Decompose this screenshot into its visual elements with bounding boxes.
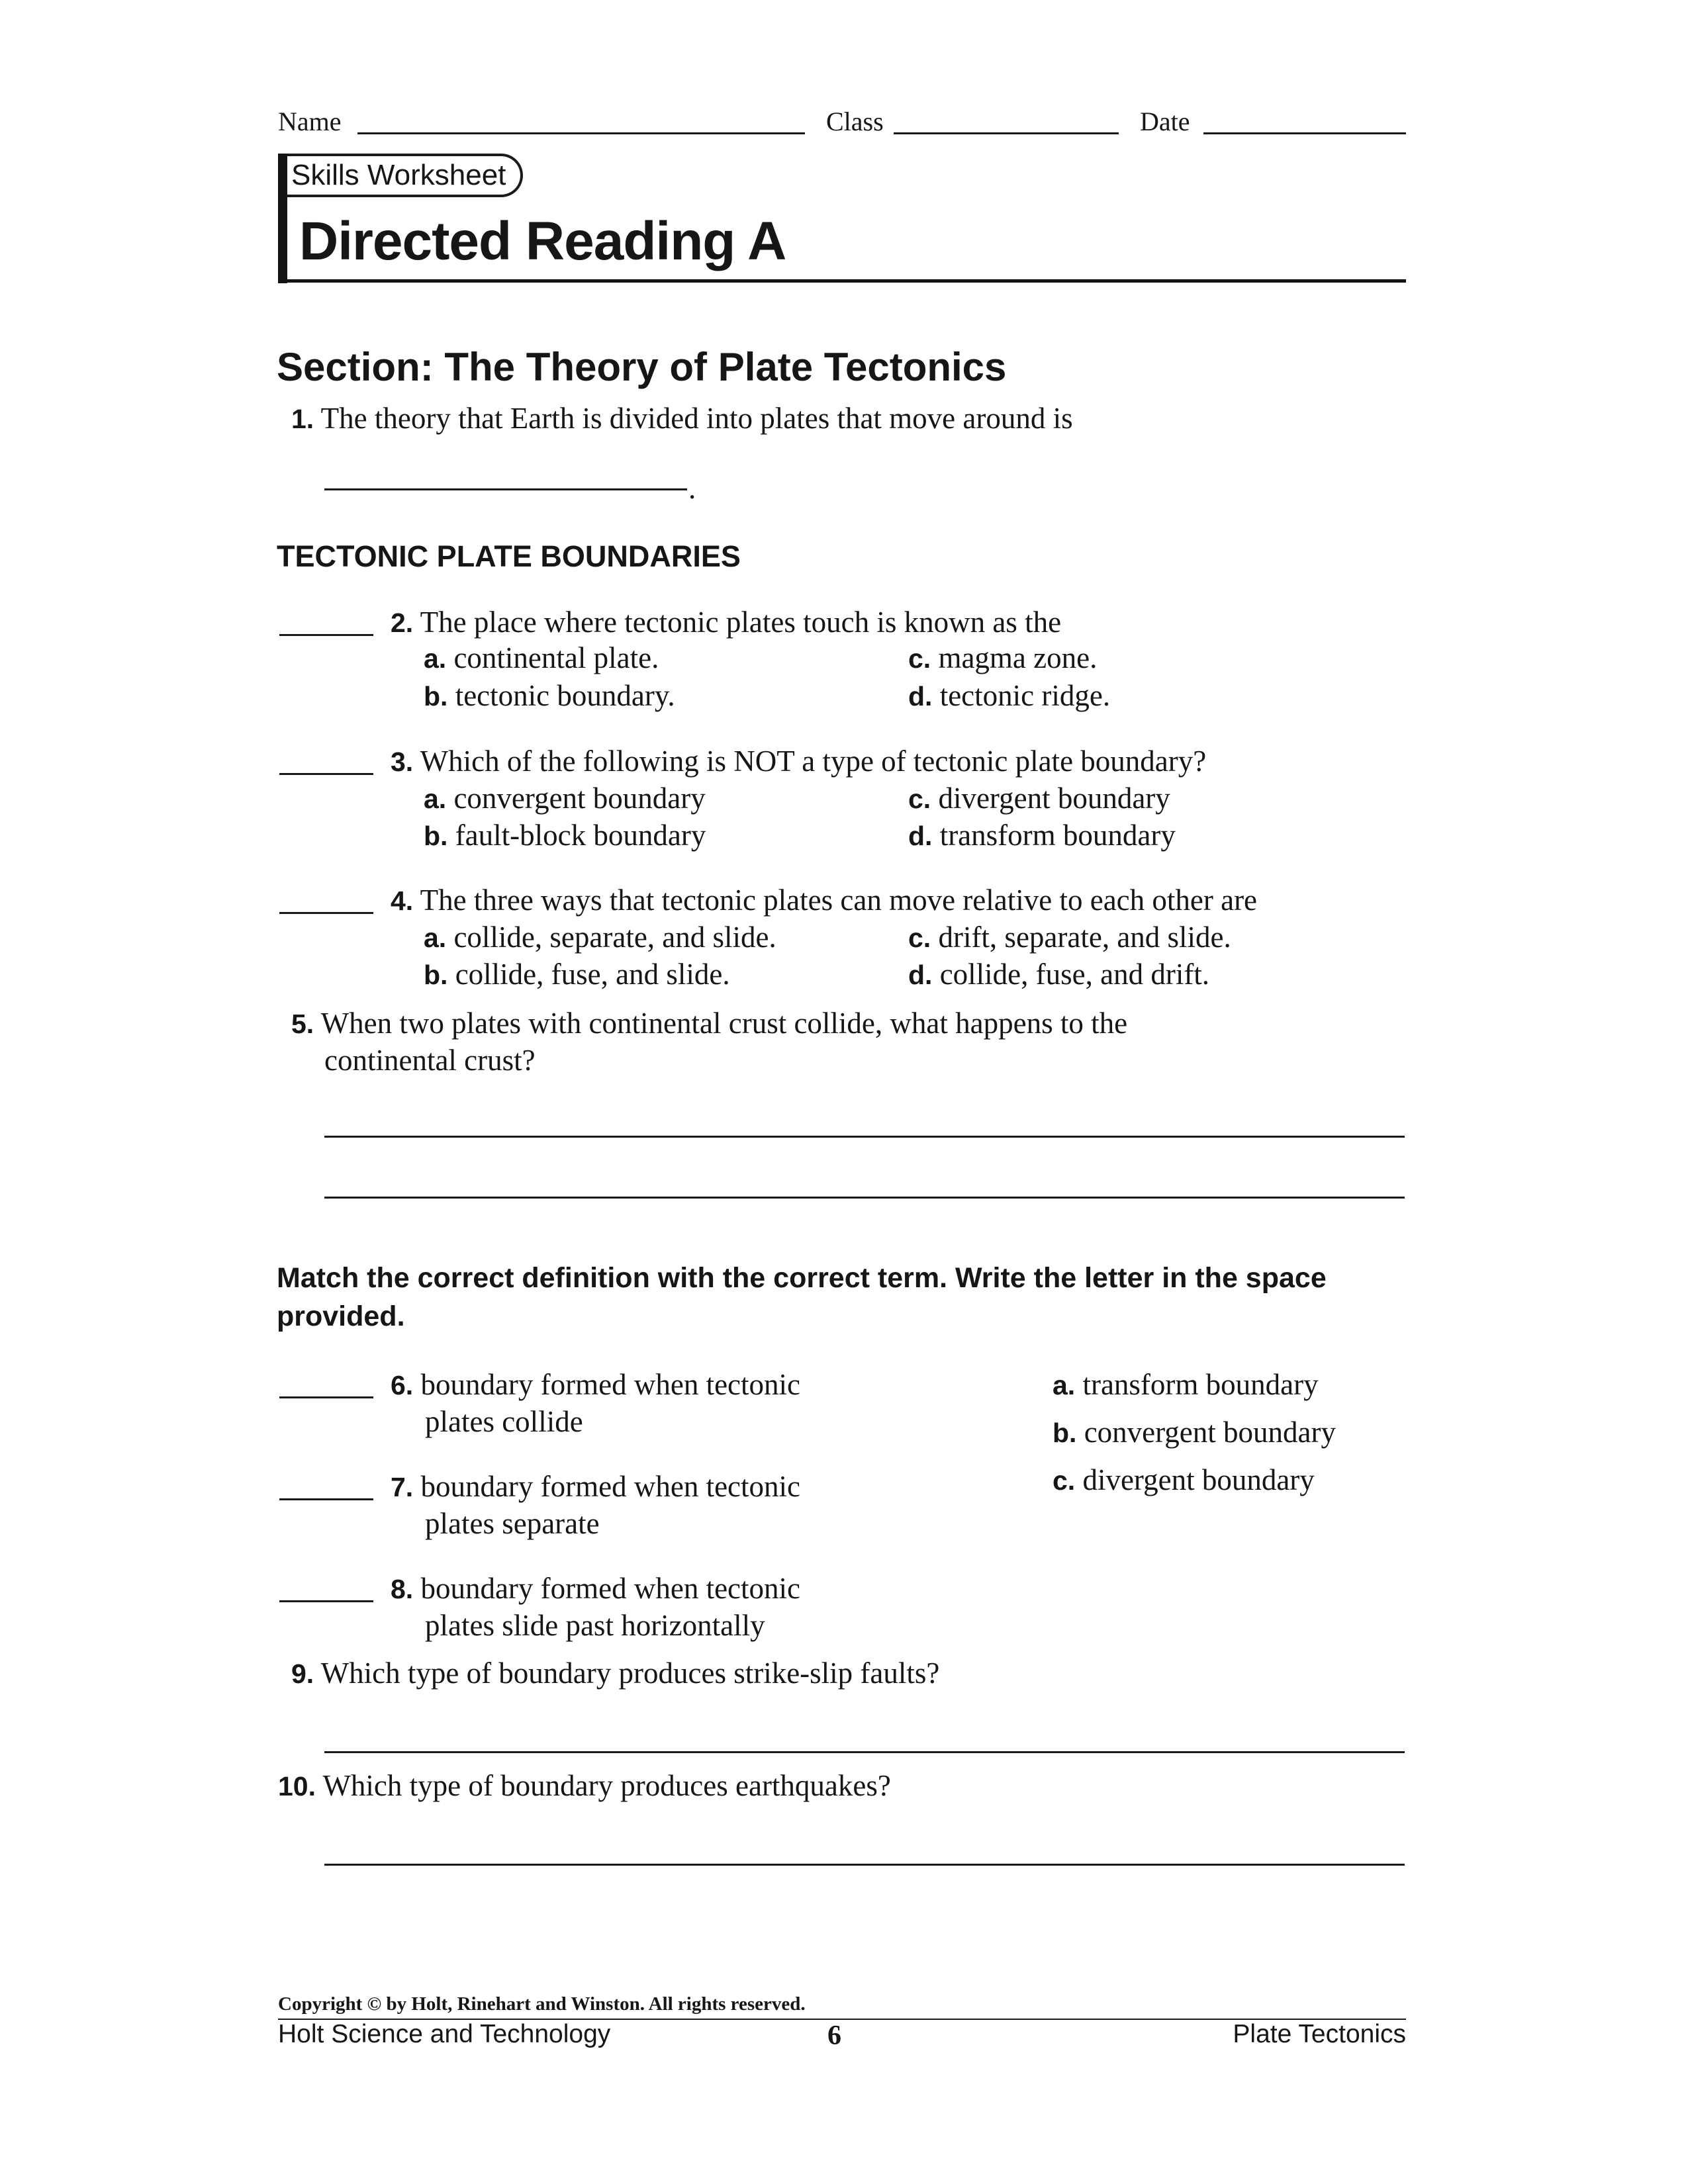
question-4 xyxy=(391,882,1257,919)
footer-publisher: Holt Science and Technology xyxy=(278,2020,611,2048)
answer-blank-7[interactable] xyxy=(279,1498,373,1500)
question-5 xyxy=(291,1005,1127,1042)
option-2d: d. tectonic ridge. xyxy=(908,679,1111,712)
term-c: c. divergent boundary xyxy=(1053,1463,1315,1496)
answer-blank-4[interactable] xyxy=(279,912,373,914)
worksheet-tag: Skills Worksheet xyxy=(291,159,506,191)
question-text: Which of the following is NOT a type of tectonic plate boundary? xyxy=(420,745,1207,778)
question-text: The place where tectonic plates touch is known as the xyxy=(420,606,1062,639)
answer-line-5a[interactable] xyxy=(324,1136,1405,1138)
answer-line-5b[interactable] xyxy=(324,1197,1405,1199)
question-number: 4. xyxy=(391,886,414,916)
question-10 xyxy=(278,1767,891,1805)
page-title: Directed Reading A xyxy=(299,211,786,271)
section-title: Section: The Theory of Plate Tectonics xyxy=(277,345,1007,389)
match-item-8-continued: plates slide past horizontally xyxy=(425,1609,765,1642)
match-item-8 xyxy=(391,1570,800,1608)
copyright-notice: Copyright © by Holt, Rinehart and Winston. All rights reserved. xyxy=(278,1993,806,2015)
subheading: TECTONIC PLATE BOUNDARIES xyxy=(277,539,741,573)
question-text: The three ways that tectonic plates can move relative to each other are xyxy=(420,884,1258,917)
page-number: 6 xyxy=(827,2021,841,2051)
answer-line-10[interactable] xyxy=(324,1864,1405,1866)
question-number: 7. xyxy=(391,1472,414,1502)
question-number: 10. xyxy=(278,1771,316,1801)
period: . xyxy=(688,472,696,505)
question-text: Which type of boundary produces strike-slip faults? xyxy=(320,1657,940,1690)
answer-blank-8[interactable] xyxy=(279,1600,373,1602)
question-number: 5. xyxy=(291,1009,314,1039)
option-4d: d. collide, fuse, and drift. xyxy=(908,958,1210,991)
question-3 xyxy=(391,743,1206,780)
option-3b: b. fault-block boundary xyxy=(424,819,706,852)
answer-blank-3[interactable] xyxy=(279,773,373,775)
match-item-6 xyxy=(391,1366,800,1404)
question-number: 8. xyxy=(391,1574,414,1604)
footer-chapter: Plate Tectonics xyxy=(1233,2020,1406,2048)
question-text: Which type of boundary produces earthquakes? xyxy=(322,1769,891,1802)
option-2a: a. continental plate. xyxy=(424,641,659,674)
question-number: 2. xyxy=(391,608,414,638)
option-4b: b. collide, fuse, and slide. xyxy=(424,958,730,991)
name-field[interactable] xyxy=(357,132,805,134)
question-text: When two plates with continental crust collide, what happens to the xyxy=(320,1007,1128,1040)
answer-line-9[interactable] xyxy=(324,1751,1405,1753)
match-item-7 xyxy=(391,1468,800,1506)
match-item-7-continued: plates separate xyxy=(425,1507,600,1540)
question-9 xyxy=(291,1655,939,1692)
option-3a: a. convergent boundary xyxy=(424,782,706,815)
option-3c: c. divergent boundary xyxy=(908,782,1170,815)
answer-line-1[interactable] xyxy=(324,488,687,490)
question-1 xyxy=(291,400,1073,437)
question-text: The theory that Earth is divided into plates that move around is xyxy=(320,402,1073,435)
date-field[interactable] xyxy=(1203,132,1406,134)
question-text: boundary formed when tectonic xyxy=(420,1572,801,1605)
answer-blank-6[interactable] xyxy=(279,1396,373,1398)
title-bar xyxy=(278,154,287,283)
question-number: 6. xyxy=(391,1370,414,1400)
question-text: boundary formed when tectonic xyxy=(420,1368,801,1401)
question-2 xyxy=(391,604,1061,641)
title-rule xyxy=(278,279,1406,283)
option-3d: d. transform boundary xyxy=(908,819,1176,852)
term-a: a. transform boundary xyxy=(1053,1368,1319,1401)
match-item-6-continued: plates collide xyxy=(425,1405,583,1438)
date-label: Date xyxy=(1140,107,1190,136)
option-4a: a. collide, separate, and slide. xyxy=(424,921,776,954)
matching-instructions: Match the correct definition with the correct term. Write the letter in the space provided. xyxy=(277,1262,1327,1332)
option-4c: c. drift, separate, and slide. xyxy=(908,921,1231,954)
answer-blank-2[interactable] xyxy=(279,634,373,636)
name-label: Name xyxy=(278,107,342,136)
class-label: Class xyxy=(826,107,884,136)
term-b: b. convergent boundary xyxy=(1053,1416,1336,1449)
option-2b: b. tectonic boundary. xyxy=(424,679,675,712)
question-number: 9. xyxy=(291,1659,314,1689)
question-number: 1. xyxy=(291,404,314,434)
option-2c: c. magma zone. xyxy=(908,641,1098,674)
class-field[interactable] xyxy=(894,132,1119,134)
question-5-continued: continental crust? xyxy=(324,1044,536,1077)
question-text: boundary formed when tectonic xyxy=(420,1470,801,1503)
question-number: 3. xyxy=(391,747,414,777)
